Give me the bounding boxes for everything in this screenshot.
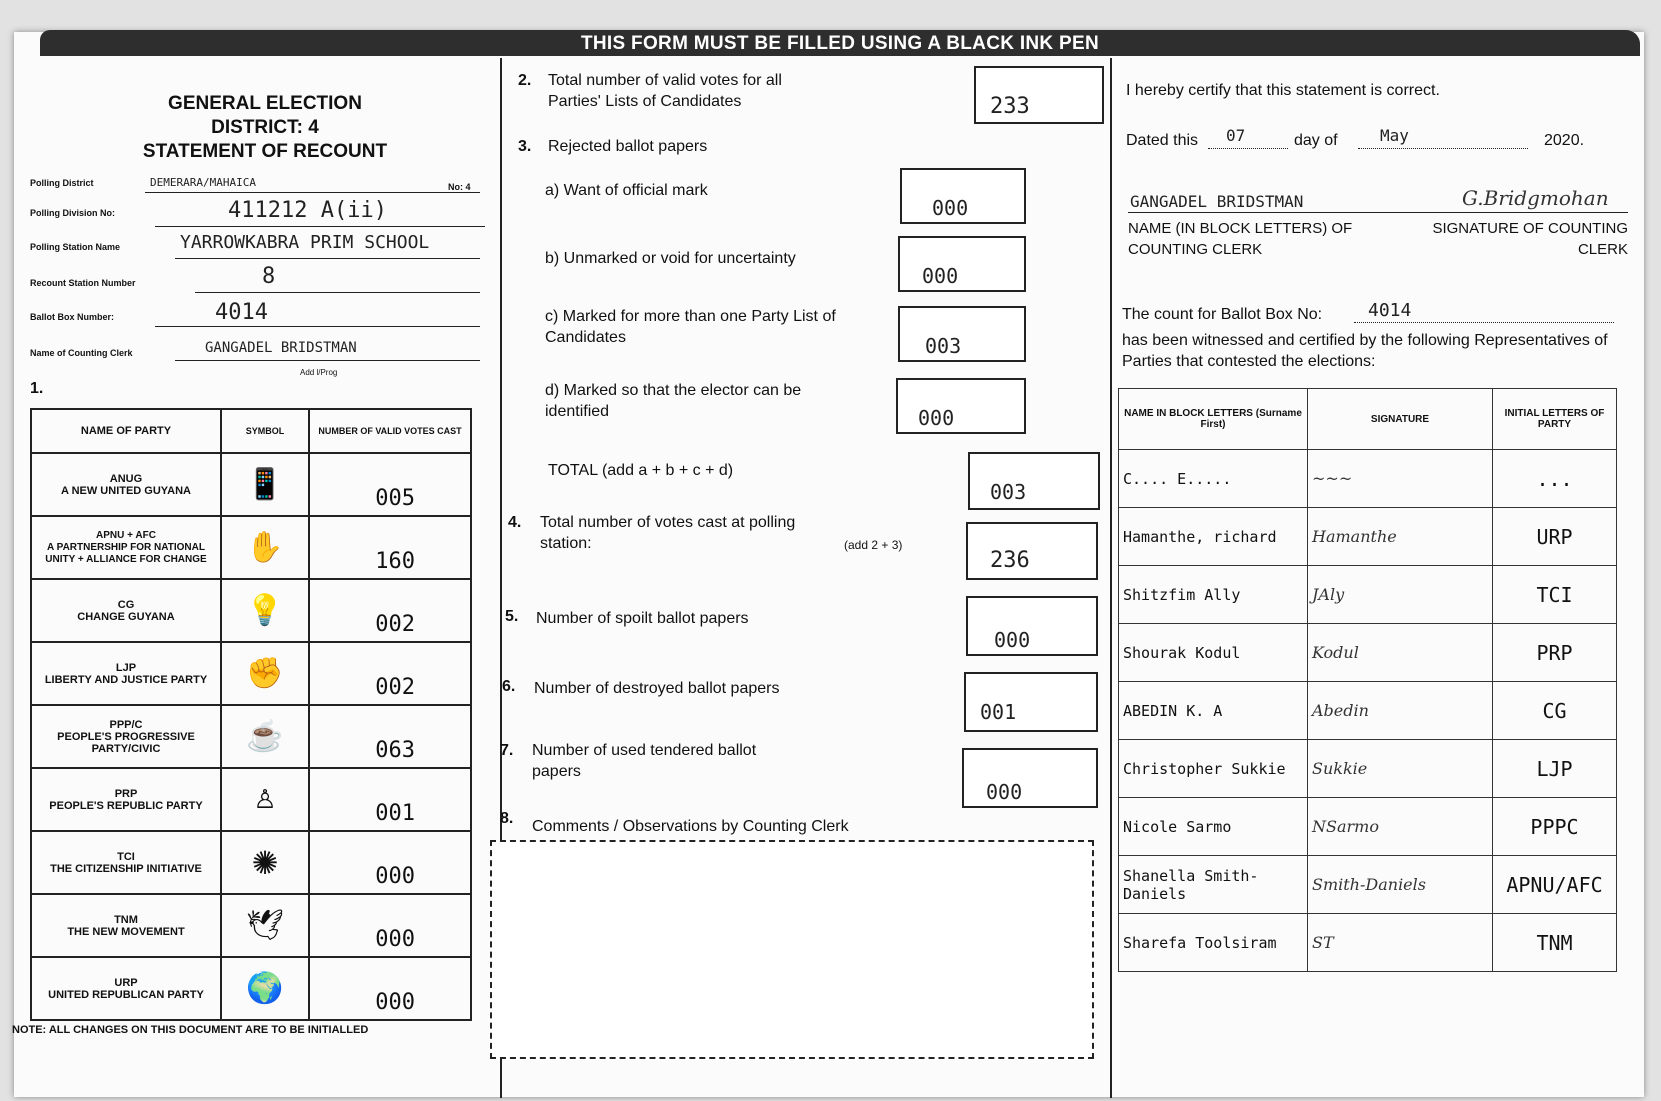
recount-station-value: 8 bbox=[262, 264, 276, 289]
party-name: ANUG A NEW UNITED GUYANA bbox=[31, 453, 221, 516]
year: 2020. bbox=[1544, 132, 1585, 149]
header-rep-party: INITIAL LETTERS OF PARTY bbox=[1493, 389, 1617, 450]
rep-signature: ~~~ bbox=[1308, 450, 1493, 508]
rule bbox=[195, 292, 480, 293]
polling-station-value: YARROWKABRA PRIM SCHOOL bbox=[180, 232, 430, 253]
rep-signature: Kodul bbox=[1308, 624, 1493, 682]
party-votes-cell bbox=[309, 453, 471, 516]
initial-changes-note: NOTE: ALL CHANGES ON THIS DOCUMENT ARE TO BE INITIALLED bbox=[12, 1024, 369, 1036]
table-row bbox=[1119, 624, 1617, 682]
rep-signature: Abedin bbox=[1308, 682, 1493, 740]
form-title bbox=[60, 92, 470, 164]
district-number: No: 4 bbox=[448, 182, 471, 192]
q8-label: Comments / Observations by Counting Clerk bbox=[532, 818, 849, 835]
rep-name: Shourak Kodul bbox=[1119, 624, 1308, 682]
rule bbox=[1358, 148, 1528, 149]
header-party-name: NAME OF PARTY bbox=[31, 409, 221, 453]
party-name: LJP LIBERTY AND JUSTICE PARTY bbox=[31, 642, 221, 705]
rep-party: LJP bbox=[1493, 740, 1617, 798]
rule bbox=[1208, 148, 1288, 149]
table-row bbox=[1119, 566, 1617, 624]
party-votes: 002 bbox=[375, 675, 415, 700]
q3-number: 3. bbox=[518, 138, 532, 155]
rep-signature: Smith-Daniels bbox=[1308, 856, 1493, 914]
table-row bbox=[1119, 740, 1617, 798]
header-rep-name: NAME IN BLOCK LETTERS (Surname First) bbox=[1119, 389, 1308, 450]
party-votes: 000 bbox=[375, 990, 415, 1015]
sub-note: Add l/Prog bbox=[300, 368, 338, 377]
header-rep-signature: SIGNATURE bbox=[1308, 389, 1493, 450]
counting-clerk-value: GANGADEL BRIDSTMAN bbox=[205, 340, 357, 356]
sun-icon: ✺ bbox=[221, 831, 309, 894]
q3a-value: 000 bbox=[932, 196, 969, 220]
rule bbox=[1128, 212, 1628, 213]
party-table-header bbox=[31, 409, 471, 453]
q7-box bbox=[962, 748, 1098, 808]
table-row bbox=[1119, 508, 1617, 566]
rep-name: Nicole Sarmo bbox=[1119, 798, 1308, 856]
reps-table-header bbox=[1119, 389, 1617, 450]
polling-district-value: DEMERARA/MAHAICA bbox=[150, 176, 256, 189]
rep-party: TCI bbox=[1493, 566, 1617, 624]
rep-signature: Hamanthe bbox=[1308, 508, 1493, 566]
rep-party: CG bbox=[1493, 682, 1617, 740]
party-votes: 063 bbox=[375, 738, 415, 763]
form-instruction: THIS FORM MUST BE FILLED USING A BLACK INK PEN bbox=[581, 33, 1099, 54]
q4-box bbox=[966, 522, 1098, 580]
day-of-label: day of bbox=[1294, 132, 1338, 149]
rep-name: Shitzfim Ally bbox=[1119, 566, 1308, 624]
polling-district-label: Polling District bbox=[30, 178, 94, 188]
name-caption: NAME (IN BLOCK LETTERS) OF COUNTING CLERK bbox=[1128, 220, 1353, 258]
q3d-label: d) Marked so that the elector can be identified bbox=[545, 382, 802, 420]
table-row bbox=[31, 516, 471, 579]
rep-signature: ST bbox=[1308, 914, 1493, 972]
total-rejected-box bbox=[968, 452, 1100, 510]
party-name: CG CHANGE GUYANA bbox=[31, 579, 221, 642]
header-bar bbox=[40, 30, 1640, 56]
column-divider-right bbox=[1110, 58, 1112, 1098]
q3b-box bbox=[898, 236, 1026, 292]
certification-statement: I hereby certify that this statement is correct. bbox=[1126, 82, 1440, 99]
q3c-value: 003 bbox=[925, 334, 962, 358]
table-row bbox=[31, 705, 471, 768]
party-name: TCI THE CITIZENSHIP INITIATIVE bbox=[31, 831, 221, 894]
rep-name: Hamanthe, richard bbox=[1119, 508, 1308, 566]
party-votes-cell bbox=[309, 957, 471, 1020]
comments-box bbox=[490, 840, 1094, 1059]
party-votes: 000 bbox=[375, 927, 415, 952]
party-votes: 002 bbox=[375, 612, 415, 637]
witness-statement: has been witnessed and certified by the following Representatives of Parties that contested the elections: bbox=[1122, 332, 1608, 370]
title-line-2: DISTRICT: 4 bbox=[211, 117, 319, 138]
phone-icon: 📱 bbox=[221, 453, 309, 516]
rule bbox=[145, 192, 480, 193]
q6-number: 6. bbox=[502, 678, 516, 695]
title-line-1: GENERAL ELECTION bbox=[168, 93, 362, 114]
table-row bbox=[1119, 450, 1617, 508]
representatives-table bbox=[1118, 388, 1617, 972]
q6-value: 001 bbox=[980, 700, 1017, 724]
rep-signature: NSarmo bbox=[1308, 798, 1493, 856]
table-row bbox=[1119, 682, 1617, 740]
polling-division-value: 411212 A(ii) bbox=[228, 198, 387, 223]
rep-name: C.... E..... bbox=[1119, 450, 1308, 508]
party-votes: 001 bbox=[375, 801, 415, 826]
q4-number: 4. bbox=[508, 514, 522, 531]
recount-station-label: Recount Station Number bbox=[30, 278, 136, 288]
q4-hint: (add 2 + 3) bbox=[844, 538, 903, 552]
party-name: PRP PEOPLE'S REPUBLIC PARTY bbox=[31, 768, 221, 831]
table-row bbox=[31, 831, 471, 894]
q4-label: Total number of votes cast at polling station: bbox=[540, 514, 796, 552]
clerk-name-value: GANGADEL BRIDSTMAN bbox=[1130, 192, 1304, 211]
q5-number: 5. bbox=[505, 608, 519, 625]
party-name: APNU + AFC A PARTNERSHIP FOR NATIONAL UNITY + ALLIANCE FOR CHANGE bbox=[31, 516, 221, 579]
q4-value: 236 bbox=[990, 548, 1030, 573]
q7-number: 7. bbox=[500, 742, 514, 759]
party-votes-table bbox=[30, 408, 472, 1021]
party-votes-cell bbox=[309, 642, 471, 705]
table-row bbox=[1119, 914, 1617, 972]
lightbulb-icon: 💡 bbox=[221, 579, 309, 642]
q3a-label: a) Want of official mark bbox=[545, 182, 708, 199]
rule bbox=[175, 360, 480, 361]
q6-label: Number of destroyed ballot papers bbox=[534, 680, 780, 697]
party-name: PPP/C PEOPLE'S PROGRESSIVE PARTY/CIVIC bbox=[31, 705, 221, 768]
q5-box bbox=[966, 596, 1098, 656]
table-row bbox=[31, 894, 471, 957]
total-rejected-label: TOTAL (add a + b + c + d) bbox=[548, 462, 734, 479]
signature-caption: SIGNATURE OF COUNTING CLERK bbox=[1432, 220, 1628, 258]
q3d-box bbox=[896, 378, 1026, 434]
q2-number: 2. bbox=[518, 72, 532, 89]
rep-party: APNU/AFC bbox=[1493, 856, 1617, 914]
rule bbox=[155, 326, 480, 327]
fist-icon: ✊ bbox=[221, 642, 309, 705]
q3b-value: 000 bbox=[922, 264, 959, 288]
party-votes: 160 bbox=[375, 549, 415, 574]
table-row bbox=[31, 579, 471, 642]
hand-icon: ✋ bbox=[221, 516, 309, 579]
polling-station-label: Polling Station Name bbox=[30, 242, 121, 252]
party-name: TNM THE NEW MOVEMENT bbox=[31, 894, 221, 957]
party-votes-cell bbox=[309, 579, 471, 642]
rep-name: Sharefa Toolsiram bbox=[1119, 914, 1308, 972]
party-votes-cell bbox=[309, 705, 471, 768]
rep-party: PPPC bbox=[1493, 798, 1617, 856]
q3-label: Rejected ballot papers bbox=[548, 138, 708, 155]
table-row bbox=[31, 957, 471, 1020]
table-row bbox=[1119, 856, 1617, 914]
rep-signature: Sukkie bbox=[1308, 740, 1493, 798]
q3d-value: 000 bbox=[918, 406, 955, 430]
month-value: May bbox=[1380, 126, 1409, 145]
rule bbox=[175, 258, 480, 259]
party-votes-cell bbox=[309, 831, 471, 894]
q3c-box bbox=[898, 306, 1026, 362]
q8-number: 8. bbox=[500, 810, 514, 827]
party-votes: 005 bbox=[375, 486, 415, 511]
figure-icon: ♙ bbox=[221, 768, 309, 831]
table-row bbox=[31, 642, 471, 705]
counting-clerk-label: Name of Counting Clerk bbox=[30, 348, 133, 358]
section-1-number: 1. bbox=[30, 380, 44, 397]
dated-label: Dated this bbox=[1126, 132, 1199, 149]
count-ballot-box-label: The count for Ballot Box No: bbox=[1122, 306, 1323, 323]
rep-party: TNM bbox=[1493, 914, 1617, 972]
q2-value: 233 bbox=[990, 94, 1030, 119]
count-ballot-box-value: 4014 bbox=[1368, 300, 1412, 321]
table-row bbox=[31, 453, 471, 516]
day-value: 07 bbox=[1226, 126, 1246, 145]
header-symbol: SYMBOL bbox=[221, 409, 309, 453]
bird-icon: 🕊 bbox=[221, 894, 309, 957]
q5-label: Number of spoilt ballot papers bbox=[536, 610, 749, 627]
q7-value: 000 bbox=[986, 780, 1023, 804]
rep-signature: JAly bbox=[1308, 566, 1493, 624]
party-name: URP UNITED REPUBLICAN PARTY bbox=[31, 957, 221, 1020]
rep-name: Shanella Smith-Daniels bbox=[1119, 856, 1308, 914]
q7-label: Number of used tendered ballot papers bbox=[532, 742, 757, 780]
rule bbox=[155, 226, 485, 227]
table-row bbox=[31, 768, 471, 831]
ballot-box-value: 4014 bbox=[215, 300, 268, 325]
globe-icon: 🌍 bbox=[221, 957, 309, 1020]
rep-name: ABEDIN K. A bbox=[1119, 682, 1308, 740]
q2-label: Total number of valid votes for all Parties' Lists of Candidates bbox=[548, 72, 782, 110]
rep-name: Christopher Sukkie bbox=[1119, 740, 1308, 798]
title-line-3: STATEMENT OF RECOUNT bbox=[142, 141, 388, 162]
ballot-box-label: Ballot Box Number: bbox=[30, 312, 115, 322]
q5-value: 000 bbox=[994, 628, 1031, 652]
party-votes-cell bbox=[309, 516, 471, 579]
total-rejected-value: 003 bbox=[990, 480, 1027, 504]
rep-party: PRP bbox=[1493, 624, 1617, 682]
rep-party: URP bbox=[1493, 508, 1617, 566]
q3b-label: b) Unmarked or void for uncertainty bbox=[545, 250, 796, 267]
table-row bbox=[1119, 798, 1617, 856]
rep-party: ... bbox=[1493, 450, 1617, 508]
q3c-label: c) Marked for more than one Party List of Candidates bbox=[545, 308, 836, 346]
party-votes-cell bbox=[309, 768, 471, 831]
clerk-signature: G.Bridgmohan bbox=[1462, 186, 1609, 210]
polling-division-label: Polling Division No: bbox=[30, 208, 115, 218]
cup-icon: ☕ bbox=[221, 705, 309, 768]
rule bbox=[1354, 322, 1614, 323]
party-votes: 000 bbox=[375, 864, 415, 889]
header-valid-votes: NUMBER OF VALID VOTES CAST bbox=[309, 409, 471, 453]
party-votes-cell bbox=[309, 894, 471, 957]
